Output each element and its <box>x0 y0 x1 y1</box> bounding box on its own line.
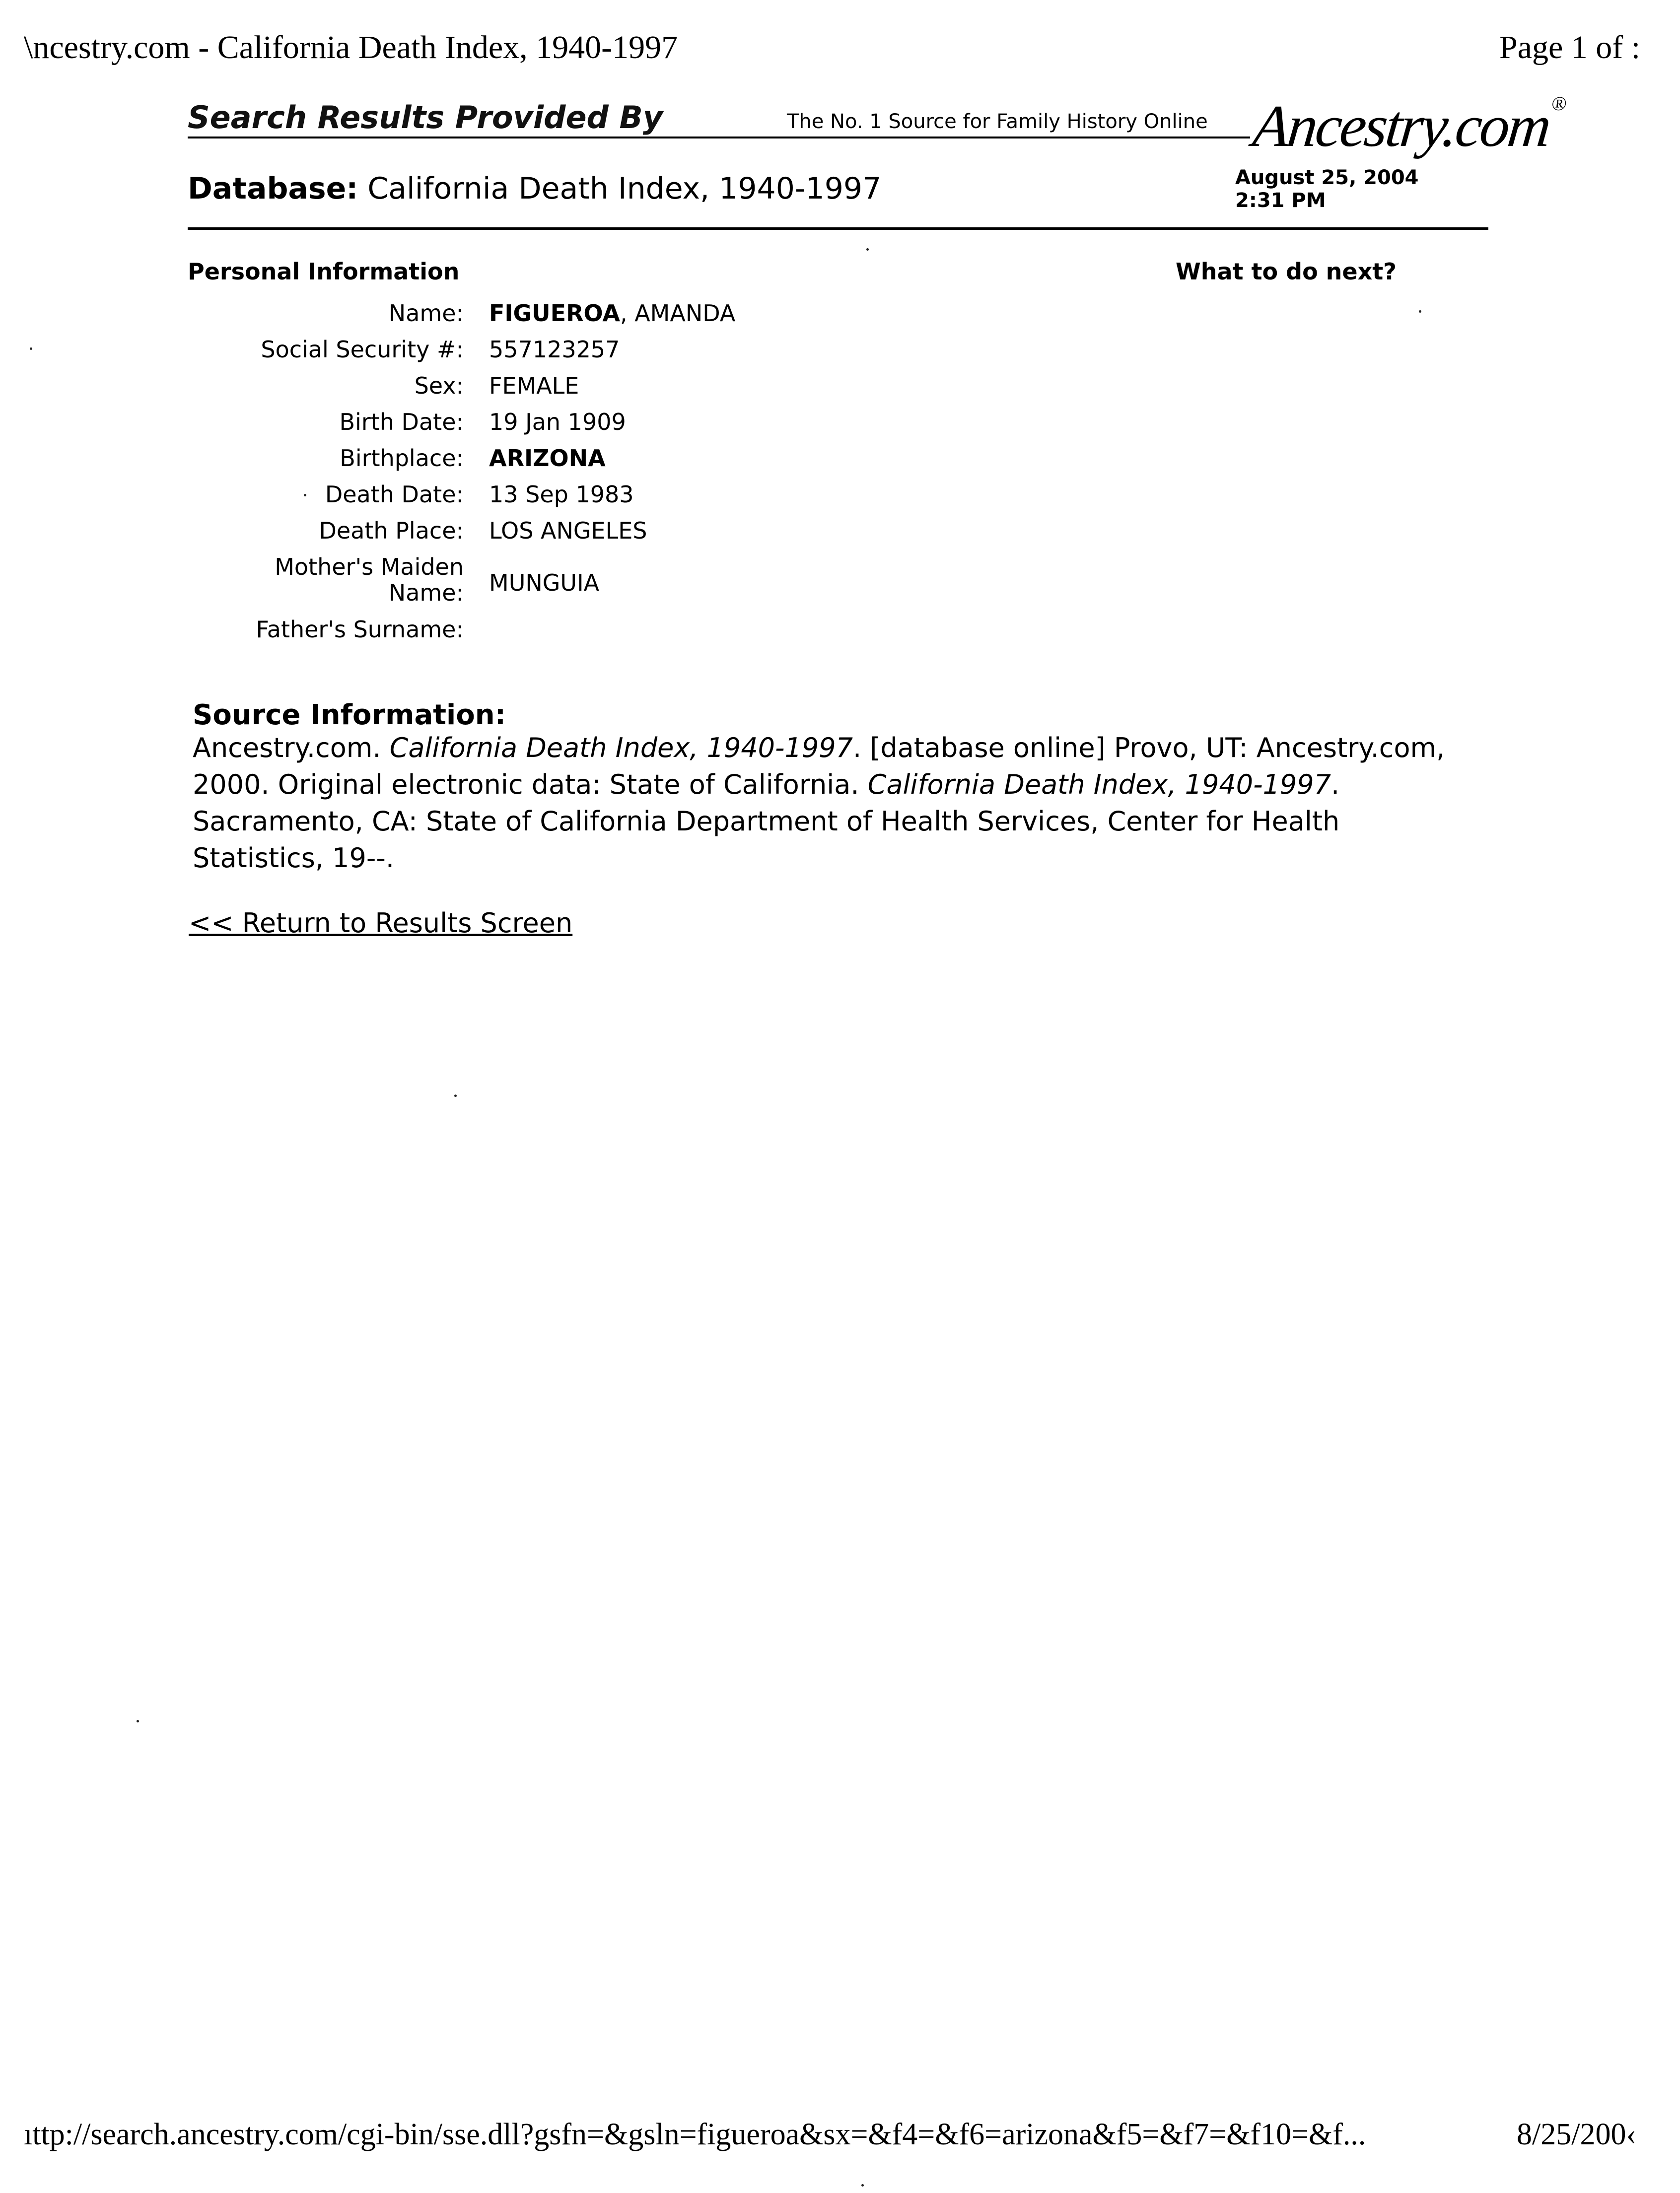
logo-trademark-icon: ® <box>1550 92 1566 115</box>
search-results-banner: Search Results Provided By <box>188 99 663 136</box>
field-value-death-place: LOS ANGELES <box>489 517 647 544</box>
database-line <box>188 171 881 206</box>
field-label-fathers-surname: Father's Surname: <box>256 616 464 643</box>
field-label-sex: Sex: <box>414 372 464 399</box>
scan-speck <box>30 347 32 350</box>
what-to-do-next-heading: What to do next? <box>1176 258 1397 285</box>
database-divider <box>188 227 1488 230</box>
source-title-1: California Death Index, 1940-1997 <box>389 732 853 763</box>
field-label-birthplace: Birthplace: <box>340 445 464 472</box>
field-label-name: Name: <box>388 300 464 327</box>
mothers-maiden-label-line1: Mother's Maiden <box>275 553 464 580</box>
print-footer-url: ıttp://search.ancestry.com/cgi-bin/sse.dll?gsfn=&gsln=figueroa&sx=&f4=&f6=arizona&f5=&f7=&f10=&f... <box>24 2118 1366 2151</box>
print-header-page-number: Page 1 of : <box>1499 29 1641 66</box>
field-label-birth-date: Birth Date: <box>339 409 464 435</box>
scan-speck <box>861 2184 864 2187</box>
database-label: Database: <box>188 171 358 206</box>
source-information-heading: Source Information: <box>193 699 506 731</box>
page-timestamp <box>1235 166 1419 212</box>
field-value-birthplace <box>489 445 606 471</box>
ancestry-logo[interactable] <box>1250 92 1566 160</box>
given-name: , AMANDA <box>620 300 736 327</box>
source-citation <box>193 730 1464 877</box>
field-value-ssn: 557123257 <box>489 336 620 363</box>
field-value-sex: FEMALE <box>489 372 579 399</box>
source-part-2: . [database online] Provo, UT: Ancestry.com, 2000. Original electronic data: State of California. <box>193 732 1445 800</box>
field-label-ssn: Social Security #: <box>261 336 464 363</box>
scan-speck <box>137 1720 139 1722</box>
return-to-results-link[interactable]: << Return to Results Screen <box>189 907 573 939</box>
field-label-death-date: Death Date: <box>325 481 464 508</box>
logo-text: Ancestry.com <box>1250 93 1553 159</box>
field-label-death-place: Death Place: <box>319 517 464 544</box>
source-part-1: Ancestry.com. <box>193 732 390 763</box>
field-value-death-date: 13 Sep 1983 <box>489 481 634 508</box>
print-footer-date: 8/25/200‹ <box>1517 2118 1637 2151</box>
surname: FIGUEROA <box>489 300 620 327</box>
scan-speck <box>304 494 306 496</box>
database-name: California Death Index, 1940-1997 <box>367 171 882 206</box>
source-part-3: . Sacramento, CA: State of California Department of Health Services, Center for Health Statistics, 19--. <box>193 769 1340 874</box>
field-value-name <box>489 300 735 326</box>
birthplace-value[interactable]: ARIZONA <box>489 445 606 472</box>
page-time: 2:31 PM <box>1235 189 1326 212</box>
scan-speck <box>454 1095 457 1097</box>
field-label-mothers-maiden-name <box>275 554 464 606</box>
field-value-mothers-maiden-name: MUNGUIA <box>489 569 600 596</box>
personal-information-heading: Personal Information <box>188 258 460 285</box>
scan-speck <box>866 248 869 251</box>
scan-speck <box>1419 310 1421 313</box>
source-title-2: California Death Index, 1940-1997 <box>867 769 1331 800</box>
print-header-title: \ncestry.com - California Death Index, 1940-1997 <box>24 29 678 66</box>
mothers-maiden-label-line2: Name: <box>388 579 464 606</box>
page-date: August 25, 2004 <box>1235 166 1419 189</box>
banner-tagline: The No. 1 Source for Family History Online <box>787 110 1208 133</box>
banner-divider <box>188 137 1250 138</box>
field-value-birth-date: 19 Jan 1909 <box>489 409 626 435</box>
